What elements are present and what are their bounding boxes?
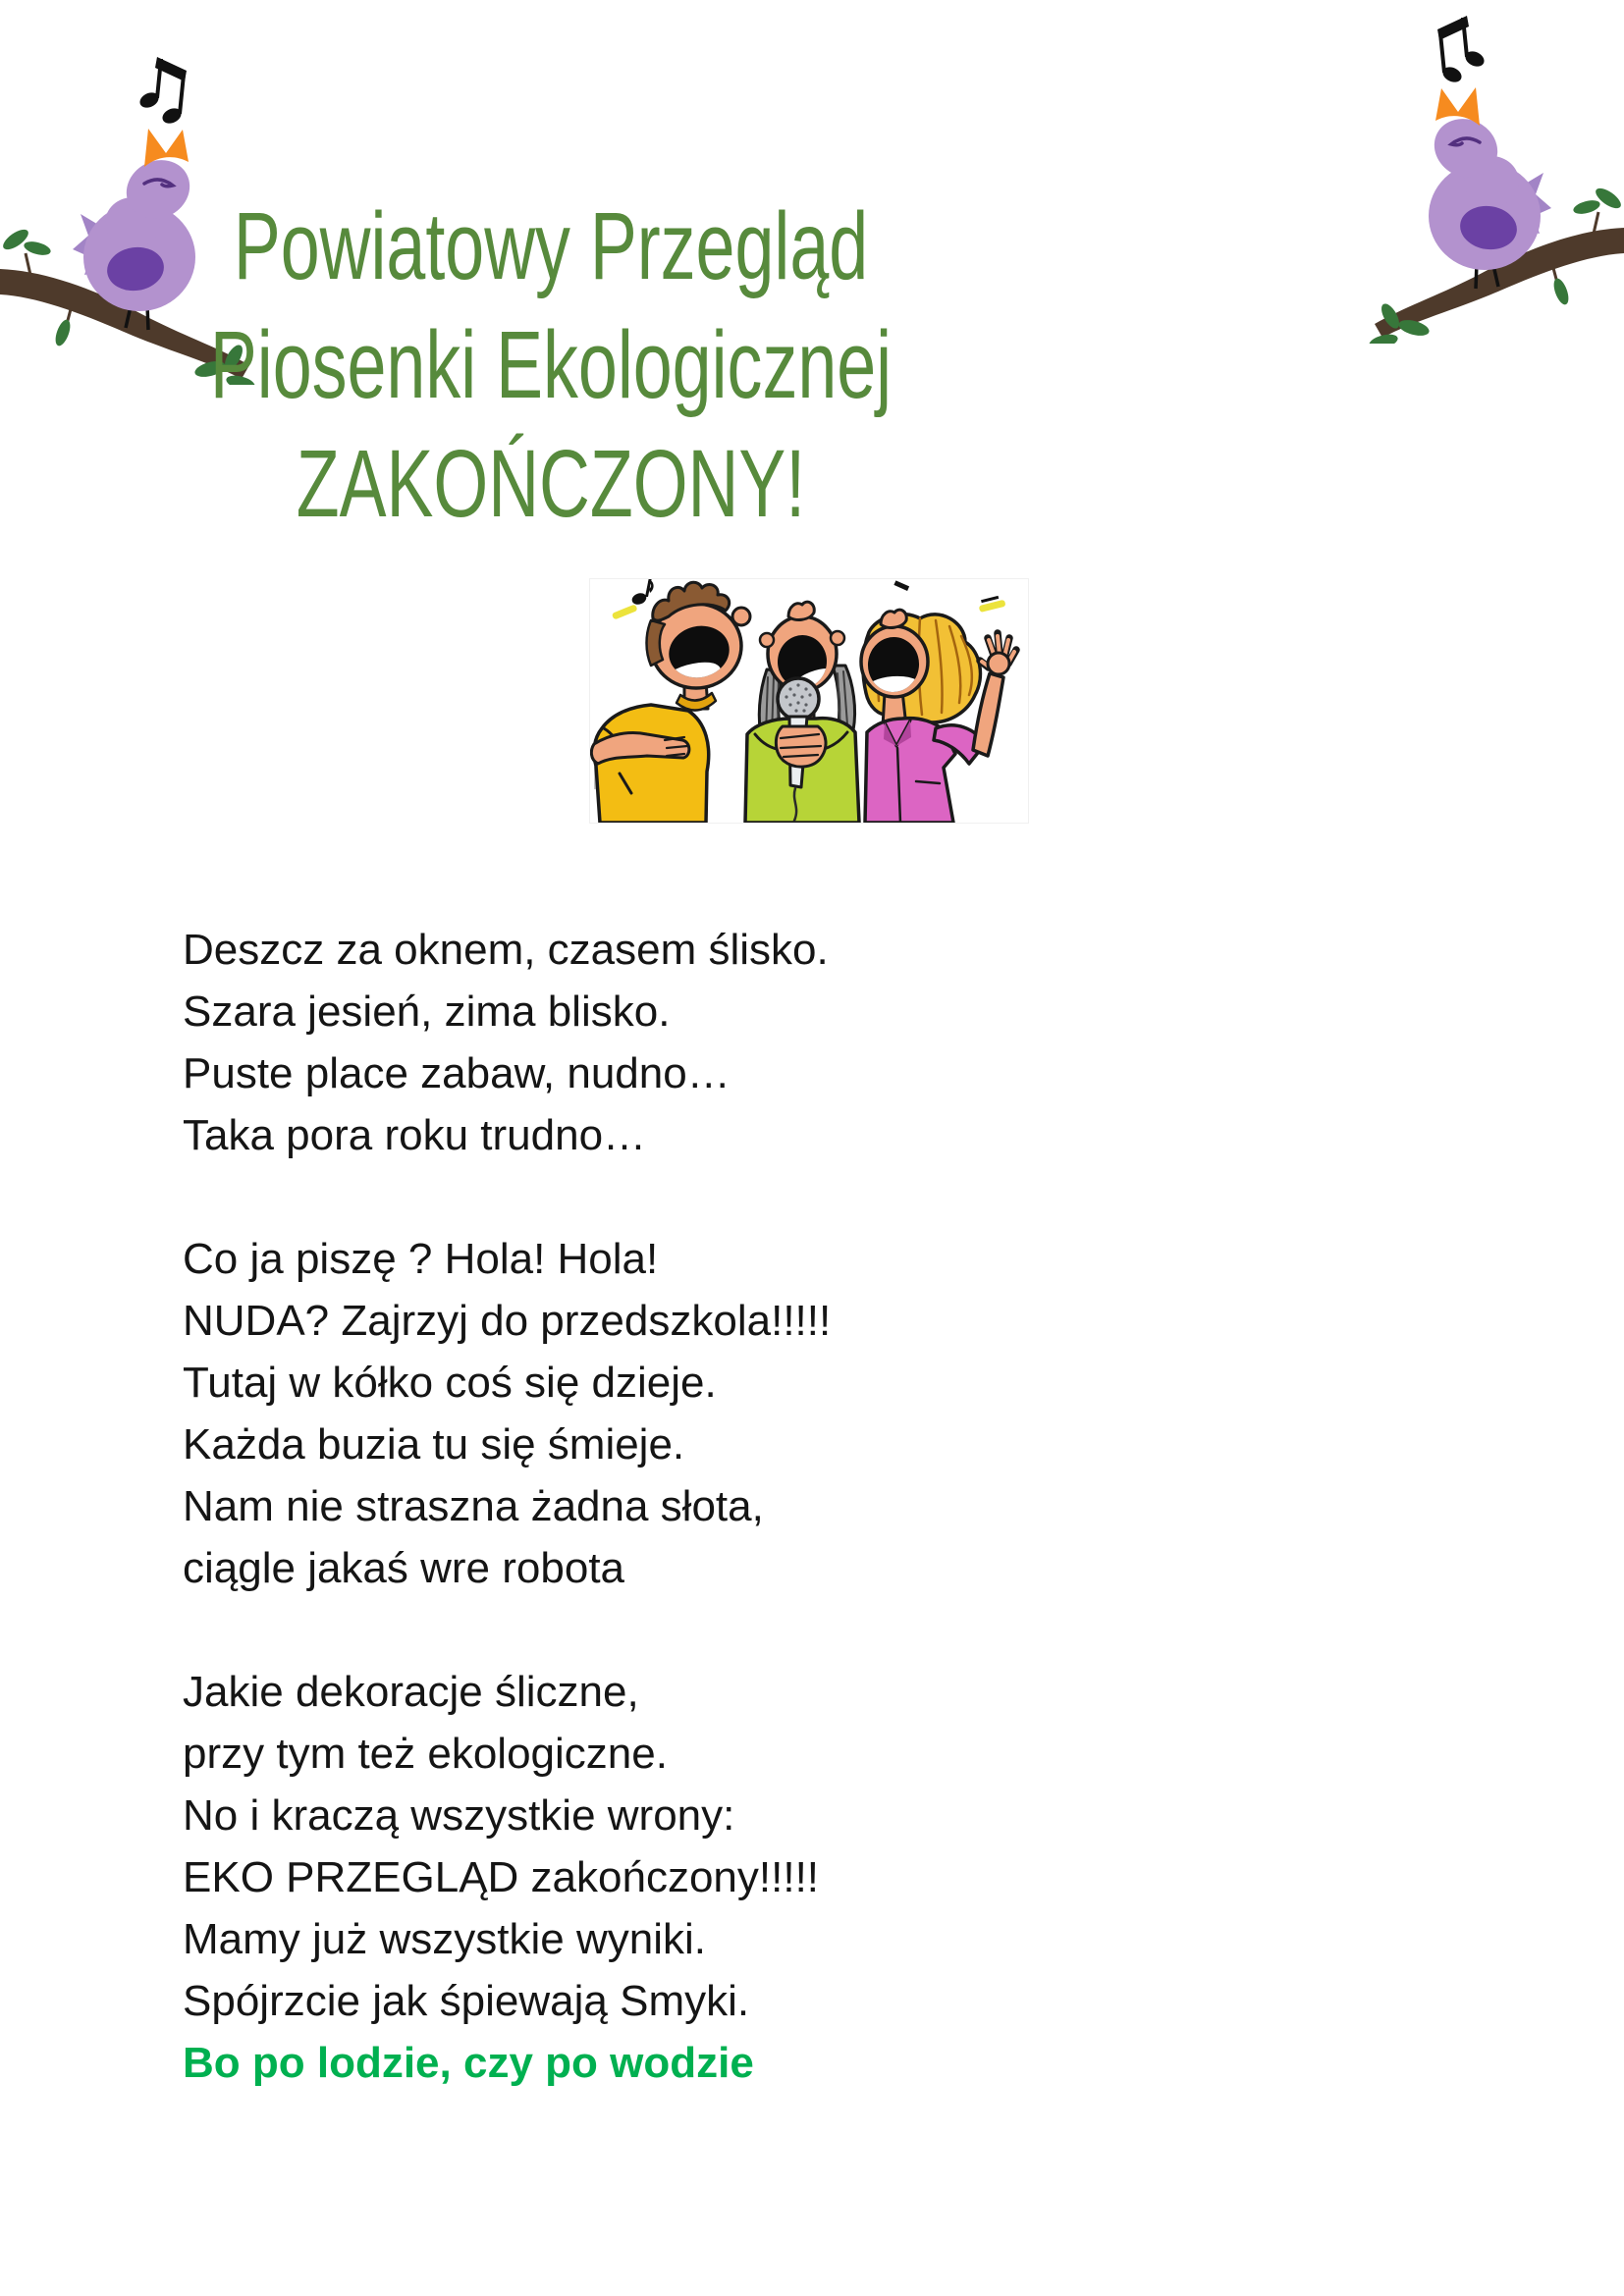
bird-on-branch-mirrored [1368, 16, 1624, 344]
girl1-ear-left [760, 633, 774, 647]
poem-stanza-2 [183, 1228, 831, 1599]
poem-line: Każda buzia tu się śmieje. [183, 1420, 685, 1468]
poem-line: Co ja piszę ? Hola! Hola! [183, 1235, 659, 1283]
singing-girl-middle [745, 602, 859, 823]
music-note-icon [630, 578, 654, 607]
poem-line: Deszcz za oknem, czasem ślisko. [183, 926, 829, 974]
title-line-2: Piosenki Ekologicznej [209, 311, 893, 418]
sparkle-dash-left [612, 604, 638, 619]
poem-stanza-1 [183, 919, 831, 1166]
poem-line: No i kraczą wszystkie wrony: [183, 1791, 735, 1840]
poem-line: Tutaj w kółko coś się dzieje. [183, 1359, 717, 1407]
poem-line: NUDA? Zajrzyj do przedszkola!!!!! [183, 1297, 832, 1345]
girl2-palm [988, 653, 1009, 674]
poem-line: Szara jesień, zima blisko. [183, 988, 671, 1036]
poem-highlight-line: Bo po lodzie, czy po wodzie [183, 2039, 754, 2087]
music-note-icon [1437, 16, 1487, 85]
girl2-hair-tuft [881, 610, 906, 627]
music-tick-icon [893, 580, 909, 591]
poem-line: Puste place zabaw, nudno… [183, 1049, 731, 1097]
poem-line: ciągle jakaś wre robota [183, 1544, 625, 1592]
girl1-ear-right [831, 631, 844, 645]
poem-line: EKO PRZEGLĄD zakończony!!!!! [183, 1853, 820, 1901]
poem-line: Taka pora roku trudno… [183, 1111, 647, 1159]
page-title [143, 187, 958, 543]
boy-shirt [594, 705, 709, 823]
poem-line: przy tym też ekologiczne. [183, 1730, 668, 1778]
poem-line: Mamy już wszystkie wyniki. [183, 1915, 706, 1963]
right-bird-illustration [1357, 0, 1624, 344]
music-note-icon [137, 57, 187, 127]
poem-line: Jakie dekoracje śliczne, [183, 1668, 639, 1716]
poem-line: Nam nie straszna żadna słota, [183, 1482, 764, 1530]
singing-girl-right [861, 610, 1016, 823]
singing-children-illustration [589, 578, 1029, 824]
title-line-3: ZAKOŃCZONY! [296, 430, 806, 537]
girl1-hair-tuft [788, 602, 814, 619]
poem-stanza-3 [183, 1661, 831, 2094]
poem-line: Spójrzcie jak śpiewają Smyki. [183, 1977, 750, 2025]
boy-ear [732, 608, 750, 625]
title-line-1: Powiatowy Przegląd [233, 192, 869, 299]
poem-text [183, 919, 831, 2156]
